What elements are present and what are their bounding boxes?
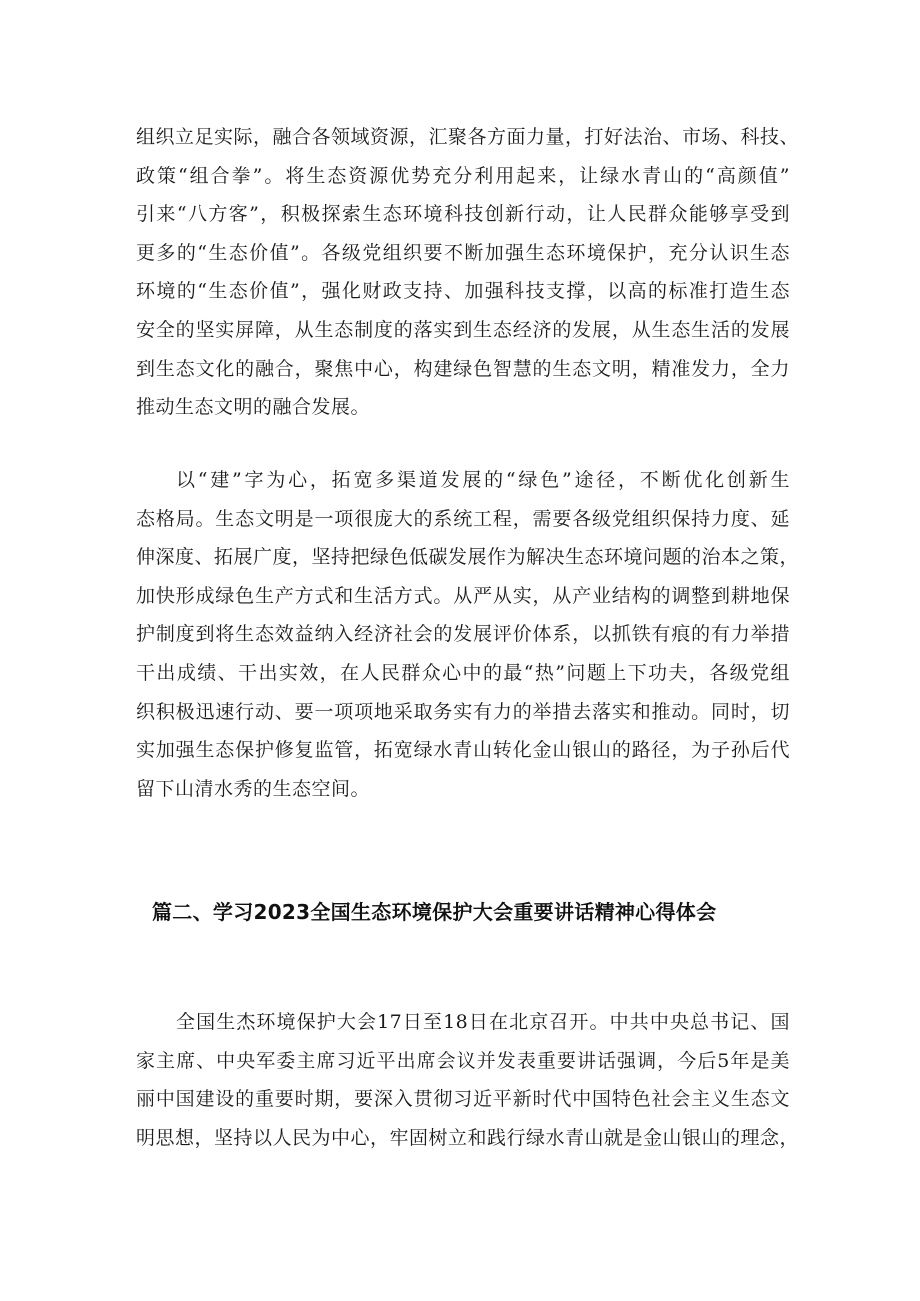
paragraph-line: 引来“八方客”，积极探索生态环境科技创新行动，让人民群众能够享受到 <box>136 203 790 226</box>
paragraph-line: 留下山清水秀的生态空间。 <box>136 777 371 800</box>
paragraph-line: 伸深度、拓展广度，坚持把绿色低碳发展作为解决生态环境问题的治本之策， <box>136 546 800 569</box>
paragraph-1 <box>136 118 800 427</box>
paragraph-line: 到生态文化的融合，聚焦中心，构建绿色智慧的生态文明，精准发力，全力 <box>136 357 790 380</box>
paragraph-line: 明思想，坚持以人民为中心，牢固树立和践行绿水青山就是金山银山的理念， <box>136 1126 800 1149</box>
paragraph-line: 更多的“生态价值”。各级党组织要不断加强生态环境保护，充分认识生态 <box>136 241 790 264</box>
paragraph-line: 实加强生态保护修复监管，拓宽绿水青山转化金山银山的路径，为子孙后代 <box>136 739 790 762</box>
paragraph-line: 全国生杰环境保护大会17日至18日在北京召开。中共中央总书记、国 <box>176 1011 790 1033</box>
paragraph-line: 推动生态文明的融合发展。 <box>136 396 371 419</box>
paragraph-line: 织积极迅速行动、要一项项地采取务实有力的举措去落实和推动。同时，切 <box>136 700 790 723</box>
paragraph-line: 干出成绩、干出实效，在人民群众心中的最“热”问题上下功夫，各级党组 <box>136 661 790 684</box>
paragraph-line: 安全的坚实屏障，从生态制度的落实到生态经济的发展，从生态生活的发展 <box>136 318 790 341</box>
paragraph-line: 护制度到将生态效益纳入经济社会的发展评价体系，以抓铁有痕的有力举措 <box>136 623 790 646</box>
section-heading: 篇二、学习2023全国生态环境保护大会重要讲话精神心得体会 <box>152 900 717 924</box>
paragraph-line: 家主席、中央军委主席习近平出席会议并发表重要讲话强调，今后5年是美 <box>136 1049 790 1072</box>
paragraph-line: 以“建”字为心，拓宽多渠道发展的“绿色”途径，不断优化创新生 <box>176 469 790 491</box>
paragraph-3 <box>136 1003 800 1157</box>
paragraph-line: 政策“组合拳”。将生态资源优势充分利用起来，让绿水青山的“高颜值” <box>136 164 790 187</box>
paragraph-line: 态格局。生态文明是一项很庞大的系统工程，需要各级党组织保持力度、延 <box>136 507 790 530</box>
paragraph-line: 加快形成绿色生产方式和生活方式。从严从实，从产业结构的调整到耕地保 <box>136 584 790 607</box>
paragraph-line: 组织立足实际，融合各领域资源，汇聚各方面力量，打好法治、市场、科技、 <box>136 126 800 148</box>
paragraph-line: 环境的“生态价值”，强化财政支持、加强科技支撑，以高的标准打造生态 <box>136 280 790 303</box>
paragraph-line: 丽中国建设的重要时期，要深入贯彻习近平新时代中国特色社会主义生态文 <box>136 1088 790 1111</box>
paragraph-2 <box>136 461 800 808</box>
